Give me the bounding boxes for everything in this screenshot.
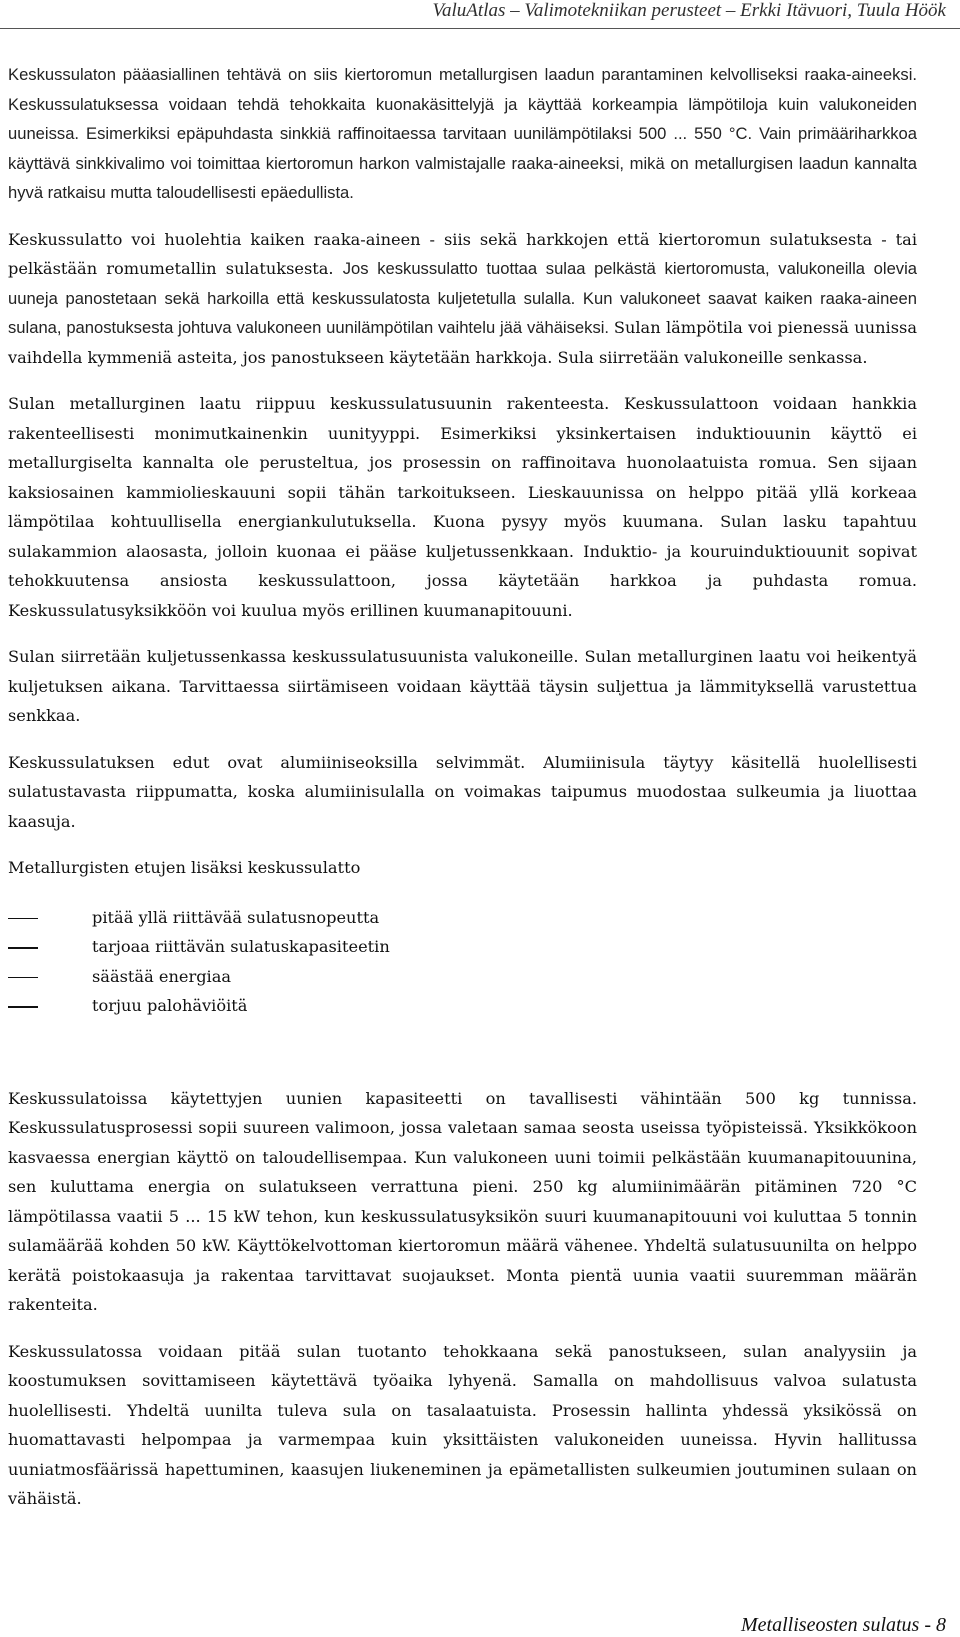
paragraph-text: Jos keskussulatto tuottaa sulaa pelkästä kiertoromusta, valukoneilla olevia uuneja panostetaan sekä harkoilla että keskussulatosta kuljetetulla sulalla. Kun valukoneet saavat kaiken raaka-aineen sulana, panostuksesta johtuva valukoneen uunilämpötilan vaihtelu jää vähäiseksi. xyxy=(8,259,918,337)
benefits-list xyxy=(8,903,917,1021)
paragraph-5 xyxy=(8,748,917,837)
list-intro: Metallurgisten etujen lisäksi keskussulatto xyxy=(8,858,361,877)
list-item xyxy=(8,991,917,1021)
list-item xyxy=(8,962,917,992)
paragraph-2 xyxy=(8,225,917,373)
paragraph-text: Keskussulatuksen edut ovat alumiiniseoksilla selvimmät. Alumiinisula täytyy käsitellä huolellisesti sulatustavasta riippumatta, koska alumiinisulalla on voimakas taipumus muodostaa sulkeumia ja liuottaa kaasuja. xyxy=(8,752,917,831)
dash-bullet-icon xyxy=(8,908,92,927)
dash-bullet-icon xyxy=(8,967,92,986)
paragraph-text: Keskussulatossa voidaan pitää sulan tuotanto tehokkaana sekä panostukseen, sulan analyysiin ja koostumuksen sovittamiseen käytettävä työaika lyhyenä. Samalla on mahdollisuus valvoa sulatusta huolellisesti. Yhdeltä uunilta tuleva sula on tasalaatuista. Prosessin hallinta yhdessä yksikössä on huomattavasti helpompaa ja varmempaa kuin yksittäisten valukoneiden uuneissa. Hyvin hallitussa uuniatmosfäärissä hapettuminen, kaasujen liukeneminen ja epämetallisten sulkeumien joutuminen sulaan on vähäistä. xyxy=(8,1341,917,1508)
dash-bullet-icon xyxy=(8,996,92,1015)
paragraph-text: Sulan metallurginen laatu riippuu keskussulatusuunin rakenteesta. Keskussulattoon voidaan hankkia rakenteellisesti monimutkainenkin uunityyppi. Esimerkiksi yksinkertaisen induktiouunin käyttö ei metallurgiselta kannalta ole perusteltua, jos prosessin on raffinoitava huonolaatuista romua. Sen sijaan kaksiosainen kammiolieskauuni sopii tähän tarkoitukseen. Lieskauunissa on helppo pitää yllä korkeaa lämpötilaa kohtuullisella energiankulutuksella. Kuona pysyy myös kuumana. Sulan lasku tapahtuu sulakammion alaosasta, jolloin kuonaa ei pääse kuljetussenkkaan. Induktio- ja kouruinduktiouunit sopivat tehokkuutensa ansiosta keskussulattoon, jossa käytetään harkkoa ja puhdasta romua. Keskussulatusyksikköön voi kuulua myös erillinen kuumanapitouuni. xyxy=(8,394,917,620)
list-item-text: pitää yllä riittävää sulatusnopeutta xyxy=(92,907,380,927)
list-item xyxy=(8,903,917,933)
paragraph-1 xyxy=(8,60,917,208)
page-footer: Metalliseosten sulatus - 8 xyxy=(741,1614,946,1636)
paragraph-text: Keskussulatto voi huolehtia kaiken raaka-aineen - siis sekä harkkojen että kiertoromun sulatuksesta - tai pelkästään romumetallin sulatuksesta. xyxy=(8,229,917,278)
list-item-text: säästää energiaa xyxy=(92,966,232,986)
paragraph-6 xyxy=(8,1084,917,1320)
paragraph-text: Sulan lämpötila voi pienessä uunissa vaihdella kymmeniä asteita, jos panostukseen käytetään harkkoja. Sula siirretään valukoneille senkassa. xyxy=(8,318,917,367)
dash-bullet-icon xyxy=(8,937,92,956)
document-body xyxy=(8,60,917,1531)
paragraph-text: Sulan siirretään kuljetussenkassa keskussulatusuunista valukoneille. Sulan metallurginen laatu voi heikentyä kuljetuksen aikana. Tarvittaessa siirtämiseen voidaan käyttää täysin suljettua ja lämmityksellä varustettua senkkaa. xyxy=(8,647,917,725)
paragraph-text: Keskussulaton pääasiallinen tehtävä on siis kiertoromun metallurgisen laadun parantaminen kelvolliseksi raaka-aineeksi. Keskussulatuksessa voidaan tehdä tehokkaita kuonakäsittelyjä ja käyttää korkeampia lämpötiloja kuin valukoneiden uuneissa. Esimerkiksi epäpuhdasta sinkkiä raffinoitaessa tarvitaan uunilämpötilaksi 500 ... 550 °C. Vain primääriharkkoa käyttävä sinkkivalimo voi toimittaa kiertoromun harkon valmistajalle raaka-aineeksi, mikä on metallurgisen laadun kannalta hyvä ratkaisu mutta taloudellisesti epäedullista. xyxy=(8,65,917,202)
list-item-text: tarjoaa riittävän sulatuskapasiteetin xyxy=(92,937,390,957)
paragraph-3 xyxy=(8,389,917,625)
paragraph-4 xyxy=(8,642,917,731)
running-header: ValuAtlas – Valimotekniikan perusteet – Erkki Itävuori, Tuula Höök xyxy=(432,0,946,21)
paragraph-text: Keskussulatoissa käytettyjen uunien kapasiteetti on tavallisesti vähintään 500 kg tunnissa. Keskussulatusprosessi sopii suureen valimoon, jossa valetaan samaa seosta useissa työpisteissä. Yksikkökoon kasvaessa energian käyttö on taloudellisempaa. Kun valukoneen uuni toimii pelkästään kuumanapitouunina, sen kuluttama energia on sulatukseen verrattuna pieni. 250 kg alumiinimäärän pitäminen 720 °C lämpötilassa vaatii 5 ... 15 kW tehon, kun keskussulatusyksikön suuri kuumanapitouuni voi kuluttaa 5 tonnin sulamäärää kohden 50 kW. Käyttökelvottoman kiertoromun määrä vähenee. Yhdeltä sulatusuunilta on helppo kerätä poistokaasuja ja rakentaa tarvittavat suojaukset. Monta pientä uunia vaatii suuremman määrän rakenteita. xyxy=(8,1088,917,1314)
header-divider xyxy=(0,28,960,29)
list-item-text: torjuu palohäviöitä xyxy=(92,996,248,1016)
list-item xyxy=(8,932,917,962)
paragraph-7 xyxy=(8,1337,917,1514)
